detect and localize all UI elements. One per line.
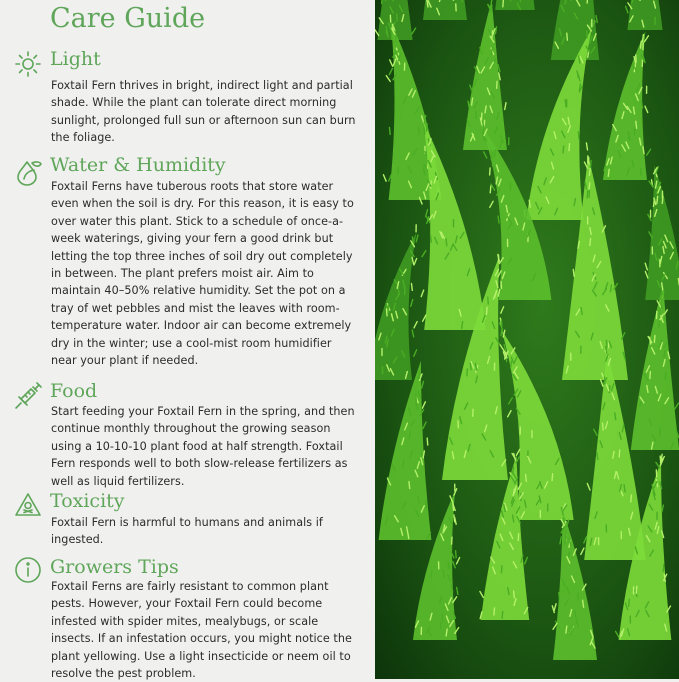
fern-plume — [494, 0, 537, 10]
foxtail-fern-image — [375, 0, 679, 679]
section-heading-water-humidity: Water & Humidity — [50, 154, 226, 176]
section-text-growers-tips: Foxtail Ferns are fairly resistant to common plant pests. However, your Foxtail Fern could become infested with spider mites, mealybugs, or scale insects. If an infestation occurs, you might notice the plant yellowing. Use a light insecticide or neem oil to resolve the pest problem. — [51, 578, 356, 682]
syringe-icon — [14, 382, 42, 410]
section-heading-food: Food — [50, 380, 97, 402]
section-text-light: Foxtail Fern thrives in bright, indirect light and partial shade. While the plant can tolerate direct morning sunlight, prolonged full sun or afternoon sun can burn the foliage. — [51, 77, 356, 147]
foxtail-fern-photo — [375, 0, 679, 679]
section-text-toxicity: Foxtail Fern is harmful to humans and animals if ingested. — [51, 514, 356, 549]
fern-plume — [626, 0, 663, 30]
info-icon — [14, 556, 42, 584]
sun-icon — [14, 49, 42, 77]
fern-plume — [423, 0, 467, 20]
section-heading-toxicity: Toxicity — [50, 490, 125, 512]
section-heading-growers-tips: Growers Tips — [50, 556, 179, 578]
page-title: Care Guide — [50, 3, 205, 34]
toxic-warning-icon — [14, 491, 42, 519]
section-heading-light: Light — [50, 48, 101, 70]
water-drop-leaf-icon — [14, 158, 42, 186]
section-text-water-humidity: Foxtail Ferns have tuberous roots that store water even when the soil is dry. For this reason, it is easy to over water this plant. Stick to a schedule of once-a-week waterings, giving your fern a good drink but letting the top three inches of soil dry out completely in between. The plant prefers moist air. Aim to maintain 40–50% relative humidity. Set the pot on a tray of wet pebbles and mist the leaves with room-temperature water. Indoor air can become extremely dry in the winter; use a cool-mist room humidifier near your plant if needed. — [51, 178, 356, 369]
section-text-food: Start feeding your Foxtail Fern in the spring, and then continue monthly throughout the growing season using a 10-10-10 plant food at half strength. Foxtail Fern responds well to both slow-release fertilizers as well as liquid fertilizers. — [51, 403, 356, 490]
